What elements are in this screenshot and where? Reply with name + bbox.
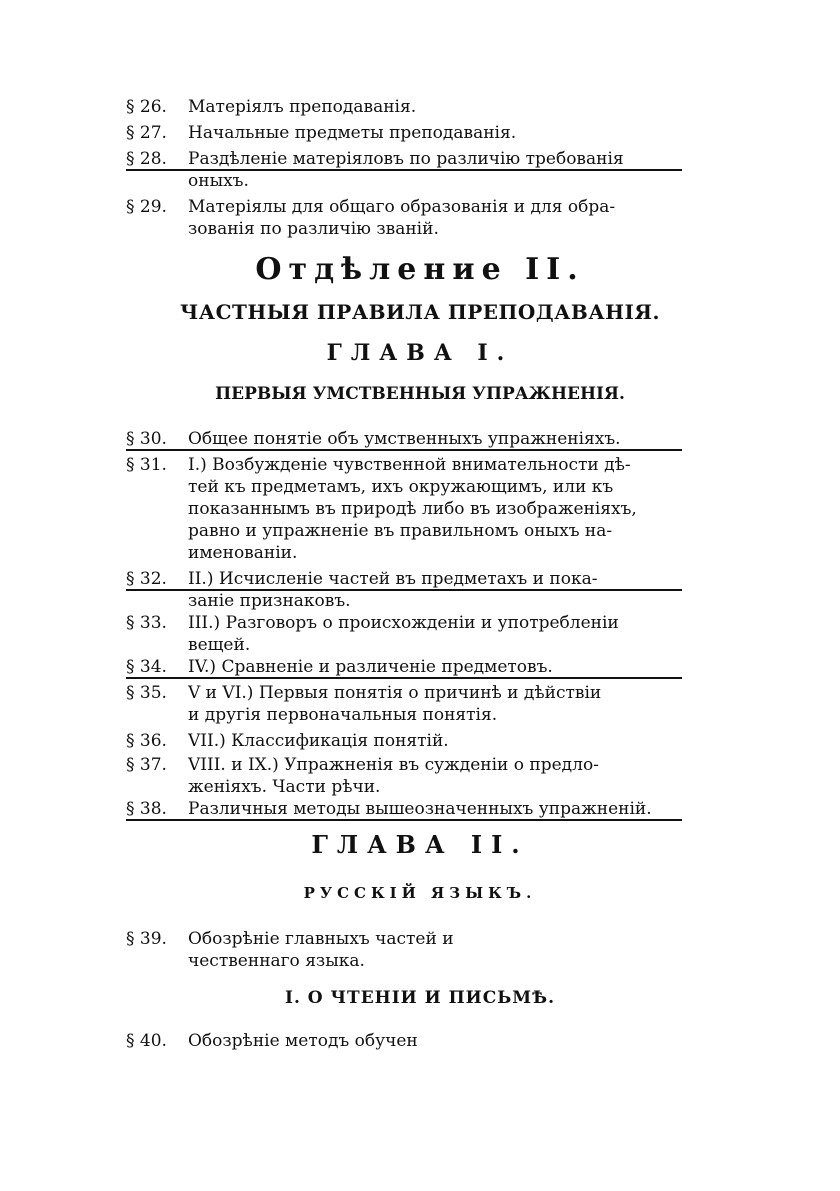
entry-text: заніе признаковъ. [188, 591, 351, 611]
entry-text: оныхъ. [188, 171, 249, 191]
chapter-title: ГЛАВА I. [326, 340, 514, 366]
toc-entry [126, 122, 686, 144]
section-number: § 33. [126, 613, 167, 633]
section-number: § 36. [126, 731, 167, 751]
toc-entry [126, 928, 686, 972]
entry-text: Матеріялъ преподаванія. [188, 97, 417, 117]
entry-text: показаннымъ въ природѣ либо въ изображеніяхъ, [188, 499, 637, 519]
entry-text: равно и упражненіе въ правильномъ оныхъ на- [188, 521, 613, 541]
entry-text: именованіи. [188, 543, 298, 563]
entry-text: вещей. [188, 635, 251, 655]
underline [126, 589, 682, 591]
entry-text: Общее понятіе объ умственныхъ упражненіяхъ. [188, 429, 621, 449]
entry-text: Матеріялы для общаго образованія и для обра- [188, 197, 616, 217]
underline [126, 169, 682, 171]
chapter-title: ГЛАВА II. [311, 830, 529, 859]
toc-entry [126, 96, 686, 118]
toc-entry [126, 754, 686, 798]
entry-text: V и VI.) Первыя понятія о причинѣ и дѣйствіи [188, 683, 602, 703]
toc-entry [126, 428, 686, 450]
entry-text: тей къ предметамъ, ихъ окружающимъ, или къ [188, 477, 614, 497]
entry-text: VIII. и IX.) Упражненія въ сужденіи о предло- [188, 755, 599, 775]
section-number: § 34. [126, 657, 167, 677]
entry-text: зованія по различію званій. [188, 219, 439, 239]
toc-entry [126, 798, 686, 820]
section-number: § 32. [126, 569, 167, 589]
toc-entry [126, 730, 686, 752]
entry-text: Раздѣленіе матеріяловъ по различію требованія [188, 149, 624, 169]
toc-entry [126, 1030, 686, 1052]
entry-text: I.) Возбужденіе чувственной внимательности дѣ- [188, 455, 631, 475]
entry-text: Начальные предметы преподаванія. [188, 123, 517, 143]
section-number: § 26. [126, 97, 167, 117]
division-title: Отдѣление II. [255, 252, 585, 287]
section-number: § 38. [126, 799, 167, 819]
toc-entry [126, 682, 686, 726]
entry-text: II.) Исчисленіе частей въ предметахъ и пока- [188, 569, 598, 589]
toc-entry [126, 612, 686, 656]
entry-text: Обозрѣніе главныхъ частей и [188, 929, 454, 949]
toc-entry [126, 454, 686, 564]
division-subtitle: ЧАСТНЫЯ ПРАВИЛА ПРЕПОДАВАНІЯ. [180, 300, 660, 324]
entry-text: женіяхъ. Части рѣчи. [188, 777, 381, 797]
entry-text: Обозрѣніе методъ обучен [188, 1031, 418, 1051]
entry-text: чественнаго языка. [188, 951, 365, 971]
entry-text: Различныя методы вышеозначенныхъ упражненій. [188, 799, 652, 819]
chapter-subtitle: ПЕРВЫЯ УМСТВЕННЫЯ УПРАЖНЕНІЯ. [215, 384, 625, 404]
toc-entry [126, 656, 686, 678]
section-title: I. О ЧТЕНІИ И ПИСЬМѢ. [285, 988, 555, 1008]
entry-text: IV.) Сравненіе и различеніе предметовъ. [188, 657, 553, 677]
chapter-subtitle: РУССКІЙ ЯЗЫКЪ. [303, 884, 537, 902]
underline [126, 819, 682, 821]
section-number: § 30. [126, 429, 167, 449]
entry-text: и другія первоначальныя понятія. [188, 705, 498, 725]
entry-text: III.) Разговоръ о происхожденіи и употребленіи [188, 613, 619, 633]
section-number: § 28. [126, 149, 167, 169]
section-number: § 29. [126, 197, 167, 217]
section-number: § 31. [126, 455, 167, 475]
underline [126, 449, 682, 451]
entry-text: VII.) Классификація понятій. [188, 731, 449, 751]
section-number: § 40. [126, 1031, 167, 1051]
section-number: § 35. [126, 683, 167, 703]
toc-entry [126, 196, 686, 240]
section-number: § 39. [126, 929, 167, 949]
section-number: § 27. [126, 123, 167, 143]
section-number: § 37. [126, 755, 167, 775]
underline [126, 677, 682, 679]
